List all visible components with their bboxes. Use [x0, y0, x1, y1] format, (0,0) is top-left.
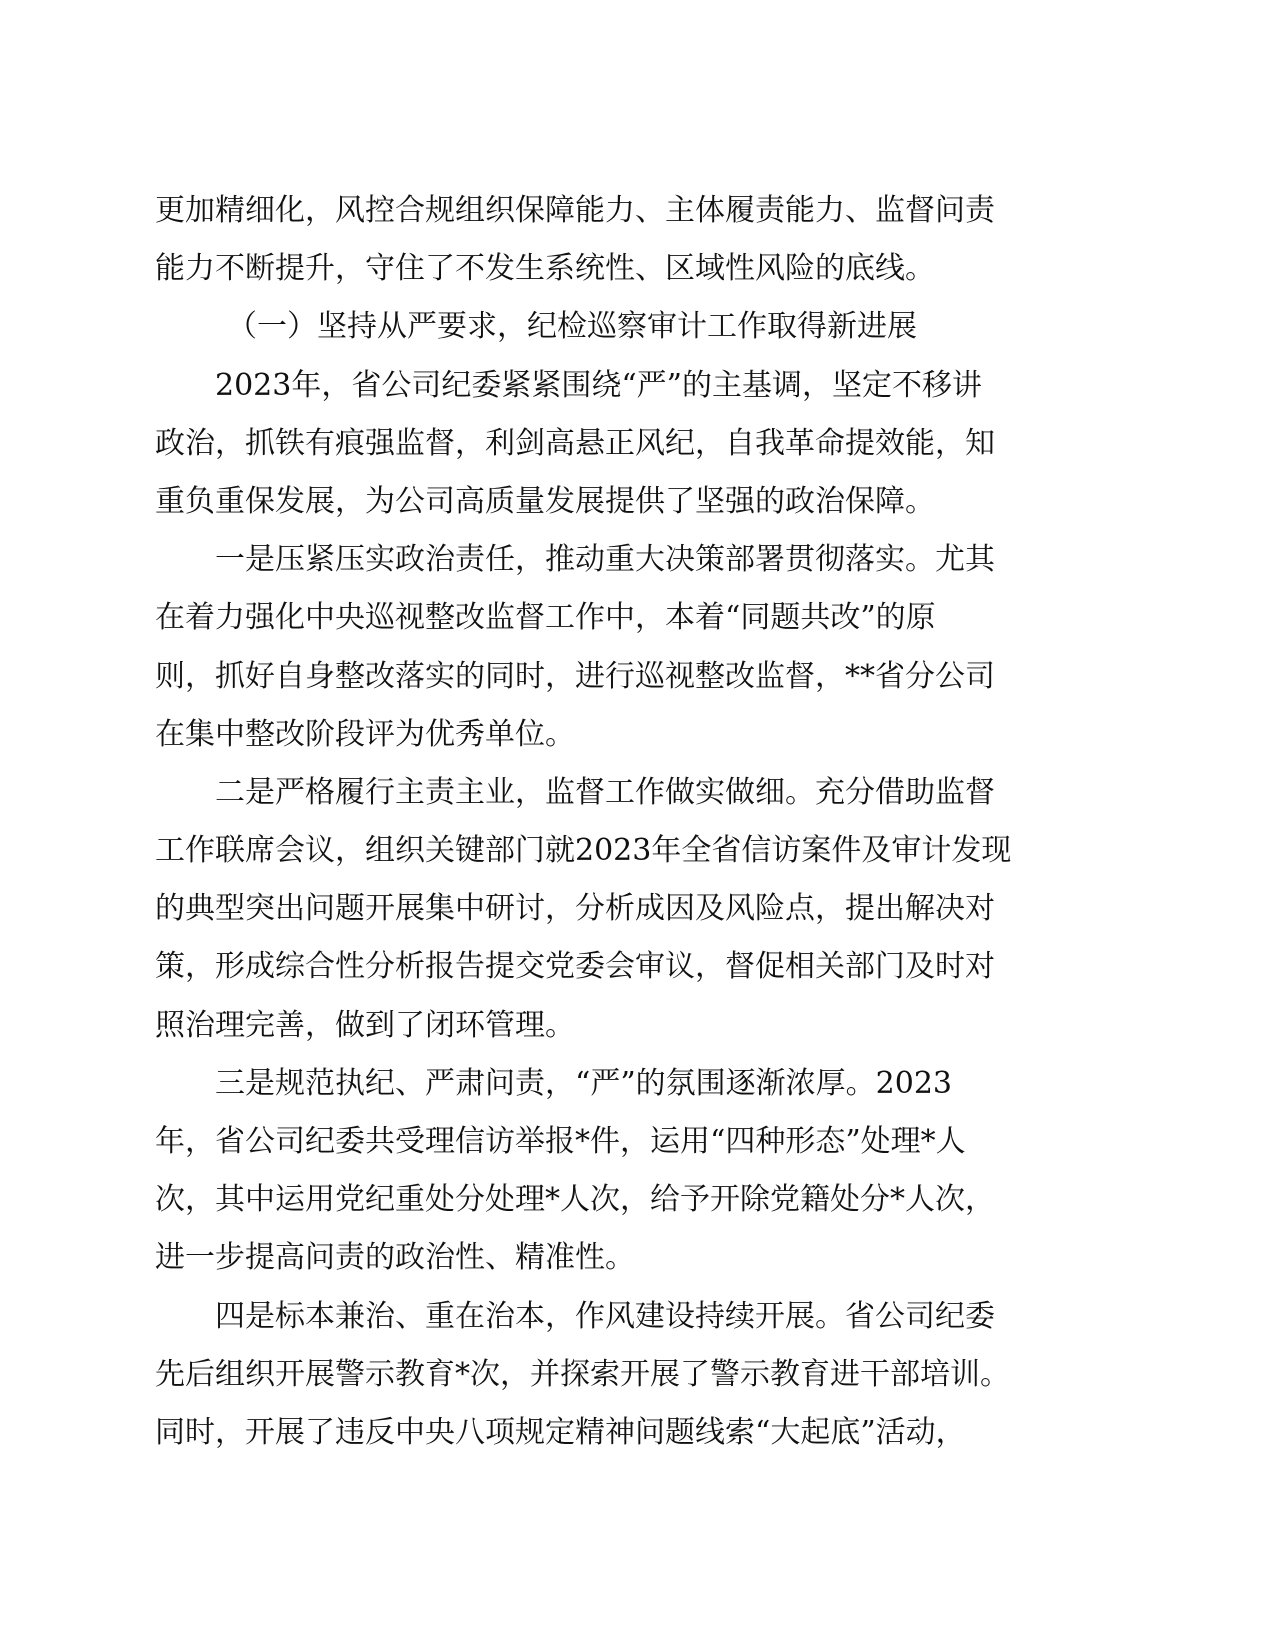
text-line: 年，省公司纪委共受理信访举报*件，运用“四种形态”处理*人 [155, 1124, 966, 1159]
text-line: 能力不断提升，守住了不发生系统性、区域性风险的底线。 [155, 251, 935, 287]
text-line: 进一步提高问责的政治性、精准性。 [155, 1240, 635, 1276]
text-line: 则，抓好自身整改落实的同时，进行巡视整改监督，**省分公司 [155, 658, 995, 694]
text-line: 更加精细化，风控合规组织保障能力、主体履责能力、监督问责 [155, 193, 995, 228]
text-line: 先后组织开展警示教育*次，并探索开展了警示教育进干部培训。 [155, 1356, 1010, 1392]
text-line: 次，其中运用党纪重处分处理*人次，给予开除党籍处分*人次， [155, 1182, 995, 1218]
text-line: 重负重保发展，为公司高质量发展提供了坚强的政治保障。 [155, 483, 935, 519]
document-body [155, 182, 1095, 1462]
text-line: 政治，抓铁有痕强监督，利剑高悬正风纪，自我革命提效能，知 [155, 425, 995, 461]
text-line: 工作联席会议，组织关键部门就2023年全省信访案件及审计发现 [155, 833, 1012, 869]
text-line: 一是压紧压实政治责任，推动重大决策部署贯彻落实。尤其 [155, 542, 995, 578]
text-line: 照治理完善，做到了闭环管理。 [155, 1007, 575, 1043]
text-line: 2023年，省公司纪委紧紧围绕“严”的主基调，坚定不移讲 [155, 367, 983, 403]
text-line: 二是严格履行主责主业，监督工作做实做细。充分借助监督 [155, 774, 995, 810]
text-line: 四是标本兼治、重在治本，作风建设持续开展。省公司纪委 [155, 1298, 995, 1334]
text-line: 在集中整改阶段评为优秀单位。 [155, 716, 575, 752]
text-line: 同时，开展了违反中央八项规定精神问题线索“大起底”活动， [155, 1414, 966, 1450]
text-line: 三是规范执纪、严肃问责，“严”的氛围逐渐浓厚。2023 [155, 1065, 953, 1101]
text-line: 的典型突出问题开展集中研讨，分析成因及风险点，提出解决对 [155, 891, 995, 927]
section-heading: （一）坚持从严要求，纪检巡察审计工作取得新进展 [227, 309, 917, 345]
text-line: 策，形成综合性分析报告提交党委会审议，督促相关部门及时对 [155, 949, 995, 985]
text-line: 在着力强化中央巡视整改监督工作中，本着“同题共改”的原 [155, 600, 936, 636]
